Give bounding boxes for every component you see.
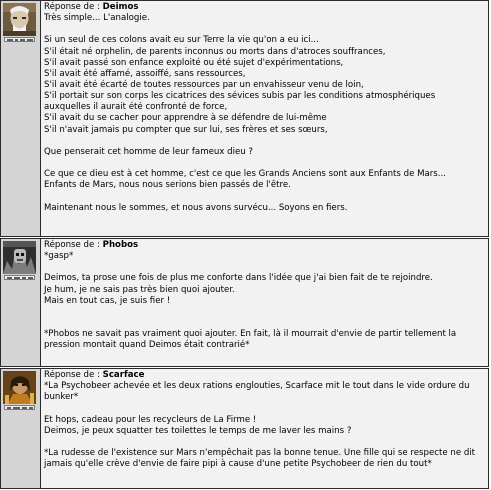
author-avatar-column bbox=[1, 1, 41, 236]
post-text-line: S'il avait été affamé, assoiffé, sans ressources, bbox=[44, 68, 246, 79]
post-text-line: S'il avait du se cacher pour apprendre à se défendre de lui-même bbox=[44, 113, 327, 124]
post-text-line: *La rudesse de l'existence sur Mars n'empêchait pas la bonne tenue. Une fille qui se respecte ne dit bbox=[44, 447, 476, 458]
blank-line bbox=[44, 403, 485, 414]
author-name[interactable]: Phobos bbox=[102, 240, 139, 250]
post-text-line: Très simple... L'analogie. bbox=[44, 13, 150, 24]
post-text-line: S'il n'avait jamais pu compter que sur lui, ses frères et ses sœurs, bbox=[44, 124, 328, 135]
post-text-line: Enfants de Mars, nous nous serions bien passés de l'être. bbox=[44, 180, 291, 191]
post-text-line: S'il était né orphelin, de parents inconnus ou morts dans d'atroces souffrances, bbox=[44, 46, 386, 57]
rank-badge bbox=[4, 405, 35, 410]
blank-line bbox=[44, 191, 485, 202]
post-text-line: *La Psychobeer achevée et les deux rations englouties, Scarface mit le tout dans le vide ordure du bbox=[44, 381, 470, 392]
rank-badge bbox=[4, 275, 35, 280]
post-text-line: bunker* bbox=[44, 392, 79, 403]
blank-line bbox=[44, 307, 485, 318]
post-text-line: S'il avait passé son enfance exploité ou été sujet d'expérimentations, bbox=[44, 57, 344, 68]
post-text-line: pression montait quand Deimos était contrarié* bbox=[44, 340, 250, 351]
post-text-line: Ce que ce dieu est à cet homme, c'est ce que les Grands Anciens sont aux Enfants de Mars... bbox=[44, 169, 446, 180]
reply-label: Réponse de : bbox=[44, 370, 103, 380]
reply-label: Réponse de : bbox=[44, 240, 103, 250]
post-body bbox=[41, 1, 488, 236]
blank-line bbox=[44, 318, 485, 329]
post-content bbox=[44, 381, 485, 470]
author-name[interactable]: Scarface bbox=[102, 370, 145, 380]
author-avatar-column bbox=[1, 239, 41, 366]
post-header bbox=[44, 2, 485, 13]
forum-post-phobos bbox=[0, 238, 489, 367]
post-text-line: Que penserait cet homme de leur fameux dieu ? bbox=[44, 146, 253, 157]
post-content bbox=[44, 251, 485, 351]
author-name[interactable]: Deimos bbox=[102, 2, 139, 12]
post-text-line: Et hops, cadeau pour les recycleurs de La Firme ! bbox=[44, 414, 257, 425]
post-text-line: *gasp* bbox=[44, 251, 74, 262]
reply-label: Réponse de : bbox=[44, 2, 103, 12]
rank-badge bbox=[4, 37, 35, 42]
post-content bbox=[44, 13, 485, 214]
post-header bbox=[44, 370, 485, 381]
blank-line bbox=[44, 262, 485, 273]
post-text-line: Deimos, je peux squatter tes toilettes le temps de me laver les mains ? bbox=[44, 425, 352, 436]
forum-post-scarface bbox=[0, 368, 489, 489]
post-text-line: S'il avait été écarté de toutes ressources par un envahisseur venu de loin, bbox=[44, 79, 364, 90]
post-text-line: *Phobos ne savait pas vraiment quoi ajouter. En fait, là il mourrait d'envie de partir tellement la bbox=[44, 329, 457, 340]
blank-line bbox=[44, 437, 485, 448]
blank-line bbox=[44, 136, 485, 147]
post-body bbox=[41, 369, 488, 488]
avatar[interactable] bbox=[3, 3, 36, 36]
post-text-line: Deimos, ta prose une fois de plus me conforte dans l'idée que j'ai bien fait de te rejoindre. bbox=[44, 273, 433, 284]
post-text-line: auxquelles il aurait été confronté de force, bbox=[44, 102, 228, 113]
post-header bbox=[44, 240, 485, 251]
avatar[interactable] bbox=[3, 241, 36, 274]
post-body bbox=[41, 239, 488, 366]
author-avatar-column bbox=[1, 369, 41, 488]
blank-line bbox=[44, 24, 485, 35]
post-text-line: Si un seul de ces colons avait eu sur Terre la vie qu'on a eu ici... bbox=[44, 35, 319, 46]
post-text-line: jamais qu'elle crève d'envie de faire pipi à cause d'une petite Psychobeer de rien du tout* bbox=[44, 459, 432, 470]
post-text-line: Je hum, je ne sais pas très bien quoi ajouter. bbox=[44, 284, 235, 295]
post-text-line: Maintenant nous le sommes, et nous avons survécu... Soyons en fiers. bbox=[44, 202, 348, 213]
post-text-line: S'il portait sur son corps les cicatrices des sévices subis par les conditions atmosphériques bbox=[44, 91, 436, 102]
blank-line bbox=[44, 158, 485, 169]
avatar[interactable] bbox=[3, 371, 36, 404]
forum-post-deimos bbox=[0, 0, 489, 237]
post-text-line: Mais en tout cas, je suis fier ! bbox=[44, 295, 171, 306]
